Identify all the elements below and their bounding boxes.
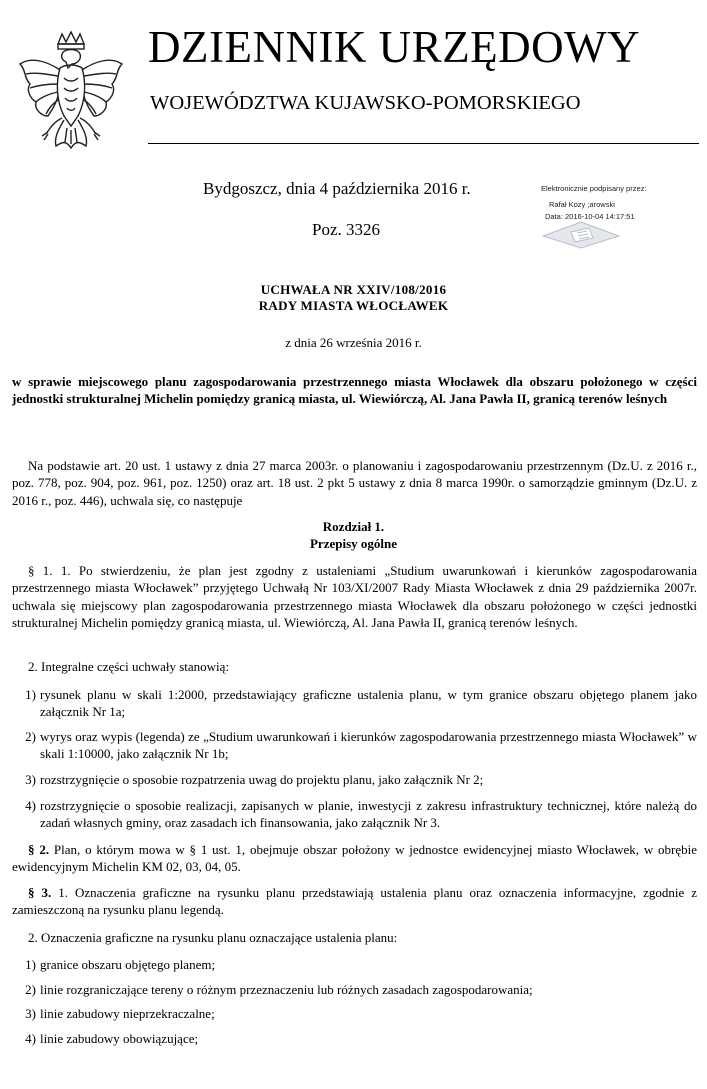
section-mark: § 2. — [28, 842, 50, 857]
journal-subtitle: WOJEWÓDZTWA KUJAWSKO-POMORSKIEGO — [150, 92, 581, 114]
list-item-text: rozstrzygnięcie o sposobie rozpatrzenia uwag do projektu planu, jako załącznik Nr 2; — [40, 772, 484, 787]
list-item-text: granice obszaru objętego planem; — [40, 957, 216, 972]
list-item — [12, 771, 697, 788]
list-item-number: 2) — [25, 729, 36, 744]
header-divider — [148, 143, 699, 144]
signature-stamp-icon — [541, 220, 621, 250]
list-item-number: 4) — [25, 1031, 36, 1046]
signature-name: Rafał Kozy ;arowski — [549, 200, 615, 209]
list-item-text: wyrys oraz wypis (legenda) ze „Studium uwarunkowań i kierunków zagospodarowania przestrzennego miasta Włocławek” w skali 1:10000, jako załącznik Nr 1b; — [40, 729, 697, 762]
list-item — [12, 1005, 697, 1022]
paragraph-1-clause-1: § 1. 1. Po stwierdzeniu, że plan jest zgodny z ustaleniami „Studium uwarunkowań i kierunków zagospodarowania przestrzennego miasta Włocławek” przyjętego Uchwałą Nr 103/XI/2007 Rady Miasta Włocławek z dnia 29 października 2007r. uchwala się miejscowy plan zagospodarowania przestrzennego miasta Włocławek dla obszaru położonego w części jednostki strukturalnej Michelin pomiędzy granicą miasta, ul. Wiewiórczą, Al. Jana Pawła II, granicą terenów leśnych. — [12, 563, 697, 630]
list-item — [12, 956, 697, 973]
electronic-signature — [541, 182, 701, 246]
list-item — [12, 1030, 697, 1047]
resolution-date: z dnia 26 września 2016 r. — [285, 335, 422, 350]
resolution-heading — [0, 282, 707, 314]
paragraph-2 — [12, 841, 697, 876]
list-item-text: linie rozgraniczające tereny o różnym przeznaczeniu lub różnych zasadach zagospodarowania; — [40, 982, 533, 997]
chapter-heading — [0, 518, 707, 552]
signature-label: Elektronicznie podpisany przez: — [541, 184, 647, 193]
position-number: Poz. 3326 — [312, 220, 380, 239]
paragraph-3-text: 1. Oznaczenia graficzne na rysunku planu przedstawiają ustalenia planu oraz oznaczenia informacyjne, zgodnie z zamieszczoną na rysunku planu legendą. — [12, 885, 698, 918]
list-item-text: linie zabudowy nieprzekraczalne; — [40, 1006, 215, 1021]
resolution-number: UCHWAŁA NR XXIV/108/2016 — [260, 282, 447, 297]
signature-date: Data: 2016-10-04 14:17:51 — [545, 212, 635, 221]
list-item — [12, 686, 697, 721]
list-item-text: rysunek planu w skali 1:2000, przedstawiający graficzne ustalenia planu, w tym granice obszaru objętego planem jako załącznik Nr 1a; — [40, 687, 697, 720]
list-item-number: 3) — [25, 1006, 36, 1021]
list-item — [12, 728, 697, 763]
list-item — [12, 797, 697, 832]
list-item-number: 1) — [25, 687, 36, 702]
list-item-number: 1) — [25, 957, 36, 972]
chapter-title: Przepisy ogólne — [309, 536, 397, 551]
paragraph-3-clause-1 — [12, 884, 697, 919]
list-item-number: 2) — [25, 982, 36, 997]
eagle-emblem-icon — [12, 30, 130, 154]
resolution-subject: w sprawie miejscowego planu zagospodarowania przestrzennego miasta Włocławek dla obszaru położonego w części jednostki strukturalnej Michelin pomiędzy granicą miasta, ul. Wiewiórczą, Al. Jana Pawła II, granicą terenów leśnych — [12, 374, 697, 406]
paragraph-2-text: Plan, o którym mowa w § 1 ust. 1, obejmuje obszar położony w jednostce ewidencyjnej miasto Włocławek, w obrębie ewidencyjnym Michelin KM 02, 03, 04, 05. — [12, 842, 697, 875]
journal-title: DZIENNIK URZĘDOWY — [148, 22, 641, 72]
resolution-council: RADY MIASTA WŁOCŁAWEK — [258, 298, 449, 313]
list-item — [12, 981, 697, 998]
paragraph-3-clause-2: 2. Oznaczenia graficzne na rysunku planu oznaczające ustalenia planu: — [28, 930, 398, 945]
chapter-number: Rozdział 1. — [322, 519, 385, 534]
place-and-date: Bydgoszcz, dnia 4 października 2016 r. — [203, 179, 471, 198]
list-item-text: rozstrzygnięcie o sposobie realizacji, zapisanych w planie, inwestycji z zakresu infrastruktury technicznej, które należą do zadań własnych gminy, oraz zasadach ich finansowania, jako załącznik Nr 3. — [40, 798, 697, 831]
list-item-text: linie zabudowy obowiązujące; — [40, 1031, 199, 1046]
preamble: Na podstawie art. 20 ust. 1 ustawy z dnia 27 marca 2003r. o planowaniu i zagospodarowaniu przestrzennym (Dz.U. z 2016 r., poz. 778, poz. 904, poz. 961, poz. 1250) oraz art. 18 ust. 2 pkt 5 ustawy z dnia 8 marca 1990r. o samorządzie gminnym (Dz.U. z 2016 r., poz. 446), uchwala się, co następuje — [12, 458, 697, 508]
list-item-number: 4) — [25, 798, 36, 813]
paragraph-1-clause-2: 2. Integralne części uchwały stanowią: — [28, 659, 230, 674]
section-mark: § 3. — [28, 885, 52, 900]
list-item-number: 3) — [25, 772, 36, 787]
